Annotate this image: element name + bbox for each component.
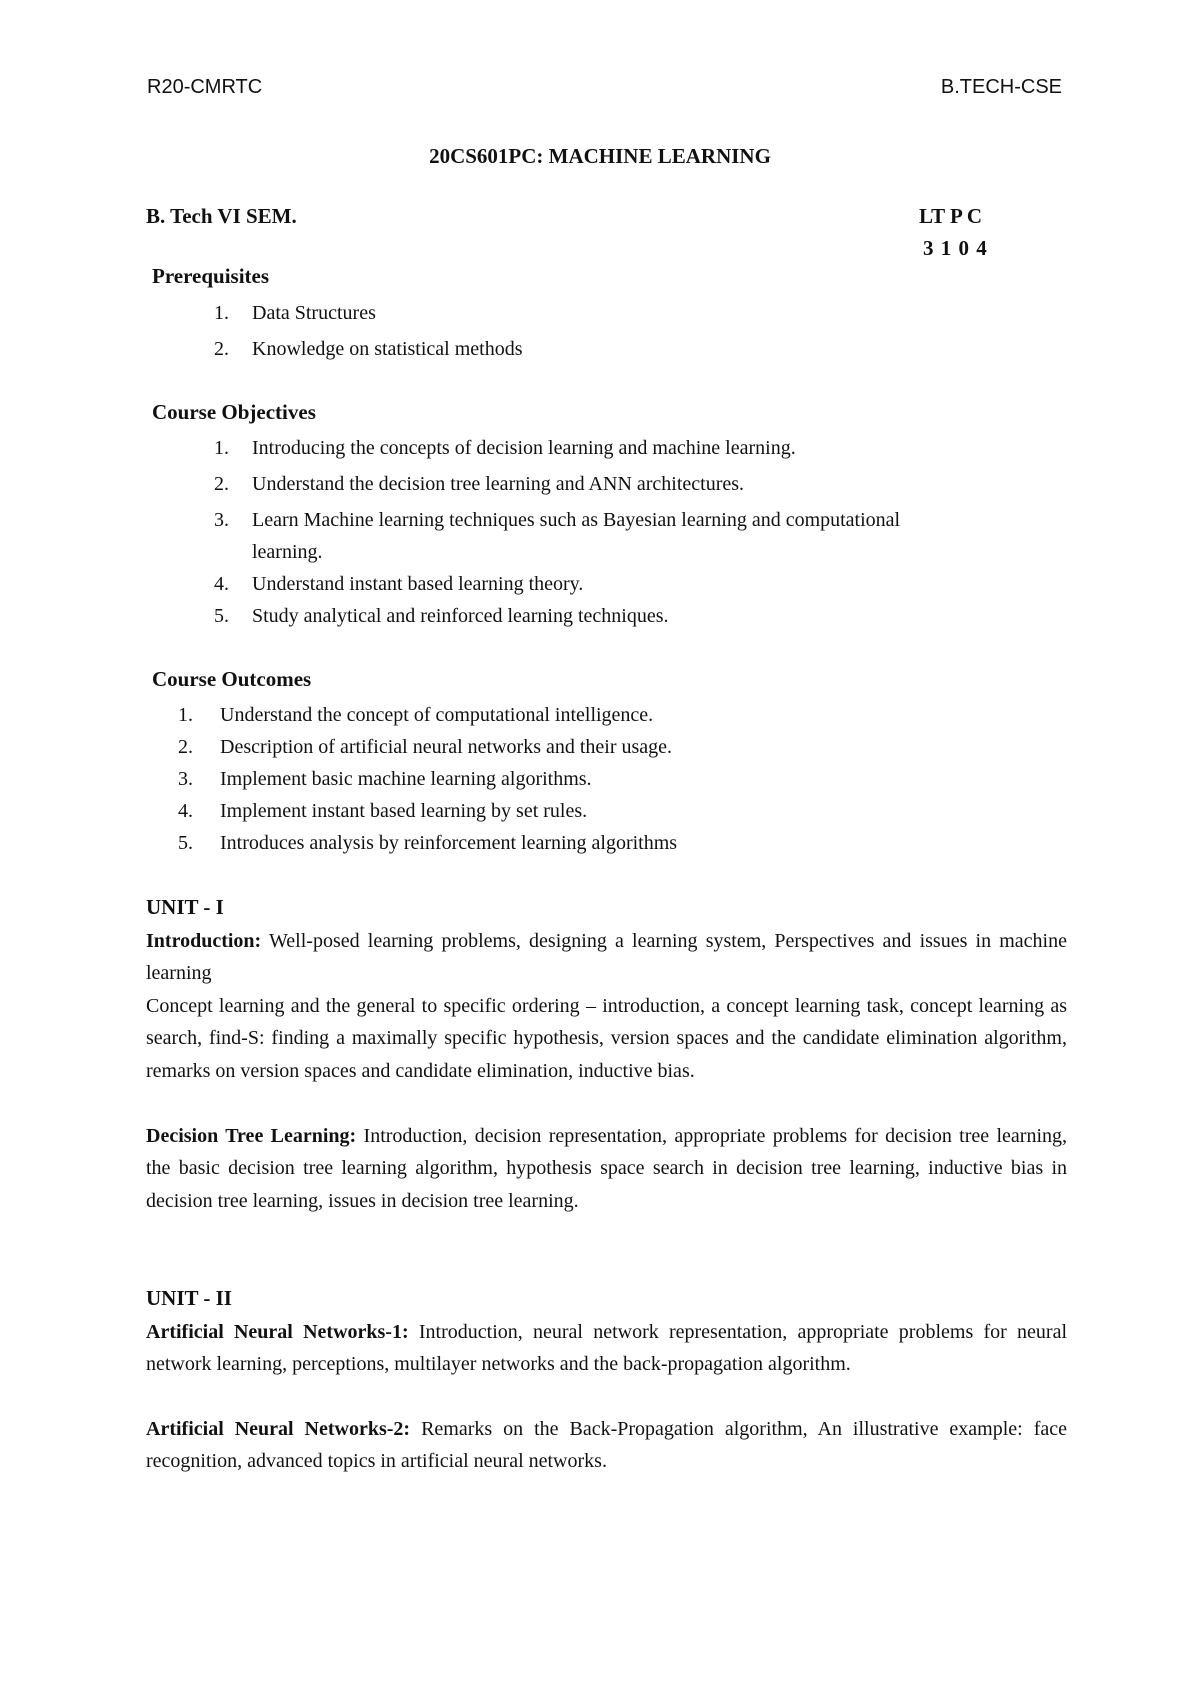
objectives-list — [214, 432, 934, 632]
list-item — [178, 699, 978, 731]
ltpc-label: LT P C — [919, 204, 983, 228]
unit-1-heading: UNIT - I — [146, 895, 224, 919]
decision-tree-label: Decision Tree Learning: — [146, 1125, 357, 1147]
list-text: Understand the concept of computational intelligence. — [220, 704, 654, 726]
list-text: Study analytical and reinforced learning techniques. — [252, 605, 669, 627]
unit-1-decision-tree — [146, 1120, 1067, 1217]
ann-2-text: Remarks on the Back-Propagation algorithm, An illustrative example: face recognition, advanced topics in artificial neural networks. — [146, 1418, 1067, 1473]
list-text: Implement basic machine learning algorithms. — [220, 768, 592, 790]
unit-1-concept-learning: Concept learning and the general to specific ordering – introduction, a concept learning task, concept learning as search, find-S: finding a maximally specific hypothesis, version spaces and the candidate elimination algorithm, remarks on version spaces and candidate elimination, inductive bias. — [146, 995, 1067, 1082]
list-text: Implement instant based learning by set rules. — [220, 800, 588, 822]
list-item — [214, 297, 994, 329]
semester-label: B. Tech VI SEM. — [146, 204, 297, 228]
prerequisites-heading: Prerequisites — [152, 264, 270, 288]
header-left: R20-CMRTC — [147, 76, 263, 98]
ltpc-values: 3 1 0 4 — [923, 236, 988, 260]
list-number: 2. — [178, 736, 193, 758]
list-item — [178, 795, 978, 827]
list-text: Introducing the concepts of decision learning and machine learning. — [252, 437, 796, 459]
list-item — [214, 568, 934, 600]
unit-2-ann-2 — [146, 1413, 1067, 1478]
outcomes-list — [178, 699, 978, 859]
objectives-heading: Course Objectives — [152, 400, 316, 424]
outcomes-heading: Course Outcomes — [152, 667, 312, 691]
list-number: 1. — [214, 302, 229, 324]
list-item — [214, 333, 994, 365]
list-item — [214, 600, 934, 632]
prerequisites-list — [214, 297, 994, 365]
decision-tree-text: Introduction, decision representation, appropriate problems for decision tree learning, the basic decision tree learning algorithm, hypothesis space search in decision tree learning, inductive bias in decision tree learning, issues in decision tree learning. — [146, 1125, 1068, 1212]
list-item — [178, 763, 978, 795]
list-text: Data Structures — [252, 302, 376, 324]
unit-1-introduction — [146, 925, 1067, 990]
list-item — [214, 432, 934, 464]
list-number: 5. — [214, 605, 229, 627]
list-number: 2. — [214, 473, 229, 495]
list-text: Understand the decision tree learning and ANN architectures. — [252, 473, 745, 495]
list-number: 3. — [178, 768, 193, 790]
unit-2-ann-1 — [146, 1316, 1067, 1381]
page-title: 20CS601PC: MACHINE LEARNING — [429, 144, 771, 168]
list-number: 5. — [178, 832, 193, 854]
list-number: 3. — [214, 509, 229, 531]
header-right: B.TECH-CSE — [940, 76, 1062, 98]
list-number: 4. — [178, 800, 193, 822]
list-number: 1. — [178, 704, 193, 726]
list-text: Learn Machine learning techniques such as Bayesian learning and computational learning. — [252, 509, 901, 563]
list-number: 4. — [214, 573, 229, 595]
list-item — [214, 468, 934, 500]
list-text: Introduces analysis by reinforcement learning algorithms — [220, 832, 678, 854]
list-item — [178, 731, 978, 763]
list-item — [214, 504, 934, 568]
list-text: Knowledge on statistical methods — [252, 338, 523, 360]
introduction-label: Introduction: — [146, 930, 262, 952]
list-number: 2. — [214, 338, 229, 360]
introduction-text: Well-posed learning problems, designing a learning system, Perspectives and issues in machine learning — [146, 930, 1067, 985]
list-text: Description of artificial neural networks and their usage. — [220, 736, 673, 758]
unit-2-heading: UNIT - II — [146, 1286, 232, 1310]
list-text: Understand instant based learning theory. — [252, 573, 584, 595]
list-number: 1. — [214, 437, 229, 459]
ann-1-label: Artificial Neural Networks-1: — [146, 1321, 409, 1343]
ann-1-text: Introduction, neural network representation, appropriate problems for neural network learning, perceptions, multilayer networks and the back-propagation algorithm. — [146, 1321, 1067, 1376]
list-item — [178, 827, 978, 859]
ann-2-label: Artificial Neural Networks-2: — [146, 1418, 411, 1440]
